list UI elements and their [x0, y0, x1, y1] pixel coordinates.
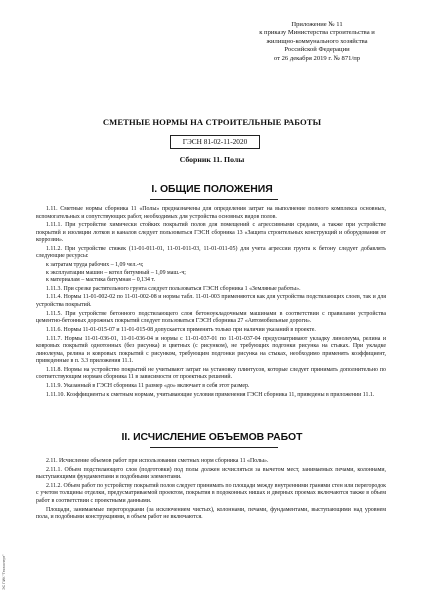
section-1-title: I. ОБЩИЕ ПОЛОЖЕНИЯ [151, 184, 273, 195]
paragraph: 2.11.2. Объем работ по устройству покрытий полов следует принимать по площади между внутренними гранями стен или перегородок с учетом толщины отделки, предусматриваемой проектом, покрытия в подоконных нишах и дверных проемах включаются также в объем работ в соответствии с проектными данными. [36, 482, 386, 504]
appendix-line: жилищно-коммунального хозяйства [266, 37, 368, 45]
section-2-body [36, 458, 386, 523]
paragraph: к материалам – мастика битумная – 0,134 т. [46, 277, 156, 284]
paragraph: 1.11.5. При устройстве бетонного подстилающего слоя бетоноукладочными машинами в соответствии с правилами устройства цементно-бетонных дорожных покрытий следует пользоваться ГЭСН сборника 27 «Автомобильные дороги». [36, 310, 386, 325]
collection-title: Сборник 11. Полы [179, 155, 245, 164]
paragraph: 1.11.9. Указанный в ГЭСН сборника 11 размер «до» включает в себя этот размер. [46, 382, 250, 389]
paragraph: 1.11. Сметные нормы сборника 11 «Полы» предназначены для определения затрат на выполнение полного комплекса основных, вспомогательных и сопутствующих работ, необходимых для устройства основных видов полов. [36, 206, 386, 220]
side-watermark-text: ЭС ПИК "Техэксперт" [2, 554, 6, 590]
norm-code-box: ГЭСН 81-02-11-2020 [170, 135, 260, 149]
appendix-line: к приказу Министерства строительства и [259, 29, 375, 37]
paragraph: 1.11.10. Коэффициенты к сметным нормам, учитывающие условия применения ГЭСН сборника 11, приведены в приложении 11.1. [46, 391, 375, 398]
appendix-header [232, 21, 402, 63]
paragraph: 1.11.2. При устройстве стяжек (11-01-011-01, 11-01-011-03, 11-01-011-05) для учета агрессии грунта к бетону следует добавлять следующие ресурсы: [36, 245, 386, 260]
main-title: СМЕТНЫЕ НОРМЫ НА СТРОИТЕЛЬНЫЕ РАБОТЫ [102, 117, 322, 127]
section-2-underline [150, 447, 278, 448]
paragraph: 1.11.4. Нормы 11-01-002-02 по 11-01-002-08 и нормы табл. 11-01-003 применяются как для устройства подстилающих слоев, так и для устройства покрытий. [36, 294, 386, 309]
appendix-line: Российской Федерации [284, 46, 350, 54]
paragraph: 1.11.8. Нормы на устройство покрытий не учитывают затрат на установку плинтусов, которые следует принимать дополнительно по соответствующим нормам сборника 11 в зависимости от проектных решений. [36, 366, 386, 381]
paragraph: к эксплуатации машин – котел битумный – 1,09 маш.-ч; [46, 269, 186, 276]
section-1-body [36, 206, 386, 400]
paragraph: 1.11.6. Нормы 11-01-015-07 и 11-01-015-08 допускается применять только при наличии указаний в проекте. [46, 326, 316, 333]
paragraph: 1.11.3. При срезке растительного грунта следует пользоваться ГЭСН сборника 1 «Земляные работы». [46, 285, 301, 292]
paragraph: к затратам труда рабочих – 1,09 чел.-ч; [46, 262, 144, 269]
section-2-title: II. ИСЧИСЛЕНИЕ ОБЪЕМОВ РАБОТ [121, 432, 303, 443]
paragraph: 2.11.1. Объем подстилающего слоя (подготовки) под полы должен исчисляться за вычетом мест, занимаемых печами, колоннами, выступающими фундаментами и подобными элементами. [36, 466, 386, 481]
paragraph: 1.11.1. При устройстве химически стойких покрытий полов для помещений с агрессивными средами, а также при устройстве покрытий и изоляции лотков и каналов следует пользоваться ГЭСН сборника 13 «Защита строительных конструкций и оборудования от коррозии». [36, 222, 386, 244]
paragraph: Площади, занимаемые перегородками (за исключением чистых), колоннами, печами, фундаментами, выступающими над уровнем пола, и подобными конструкциями, в объем работ не включаются. [36, 506, 386, 521]
paragraph: 2.11. Исчисление объемов работ при использовании сметных норм сборника 11 «Полы». [46, 458, 269, 464]
section-1-underline [150, 199, 278, 200]
paragraph: 1.11.7. Нормы 11-01-036-01, 11-01-036-04 и нормы с 11-01-037-01 по 11-01-037-04 предусматривают укладку линолеума, релина и ковровых покрытий однотонных (без рисунка) и цветных (с рисунком), не требующих подгонки рисунка на стыках. При укладке линолеума, релина и ковровых покрытий с рисунком, требующим подгонки рисунка на стыках, необходимо применять коэффициент, приведенные в п. 3.3 приложения 11.1. [36, 335, 386, 365]
appendix-line: от 26 декабря 2019 г. № 871/пр [273, 54, 361, 62]
appendix-line: Приложение № 11 [291, 21, 343, 28]
